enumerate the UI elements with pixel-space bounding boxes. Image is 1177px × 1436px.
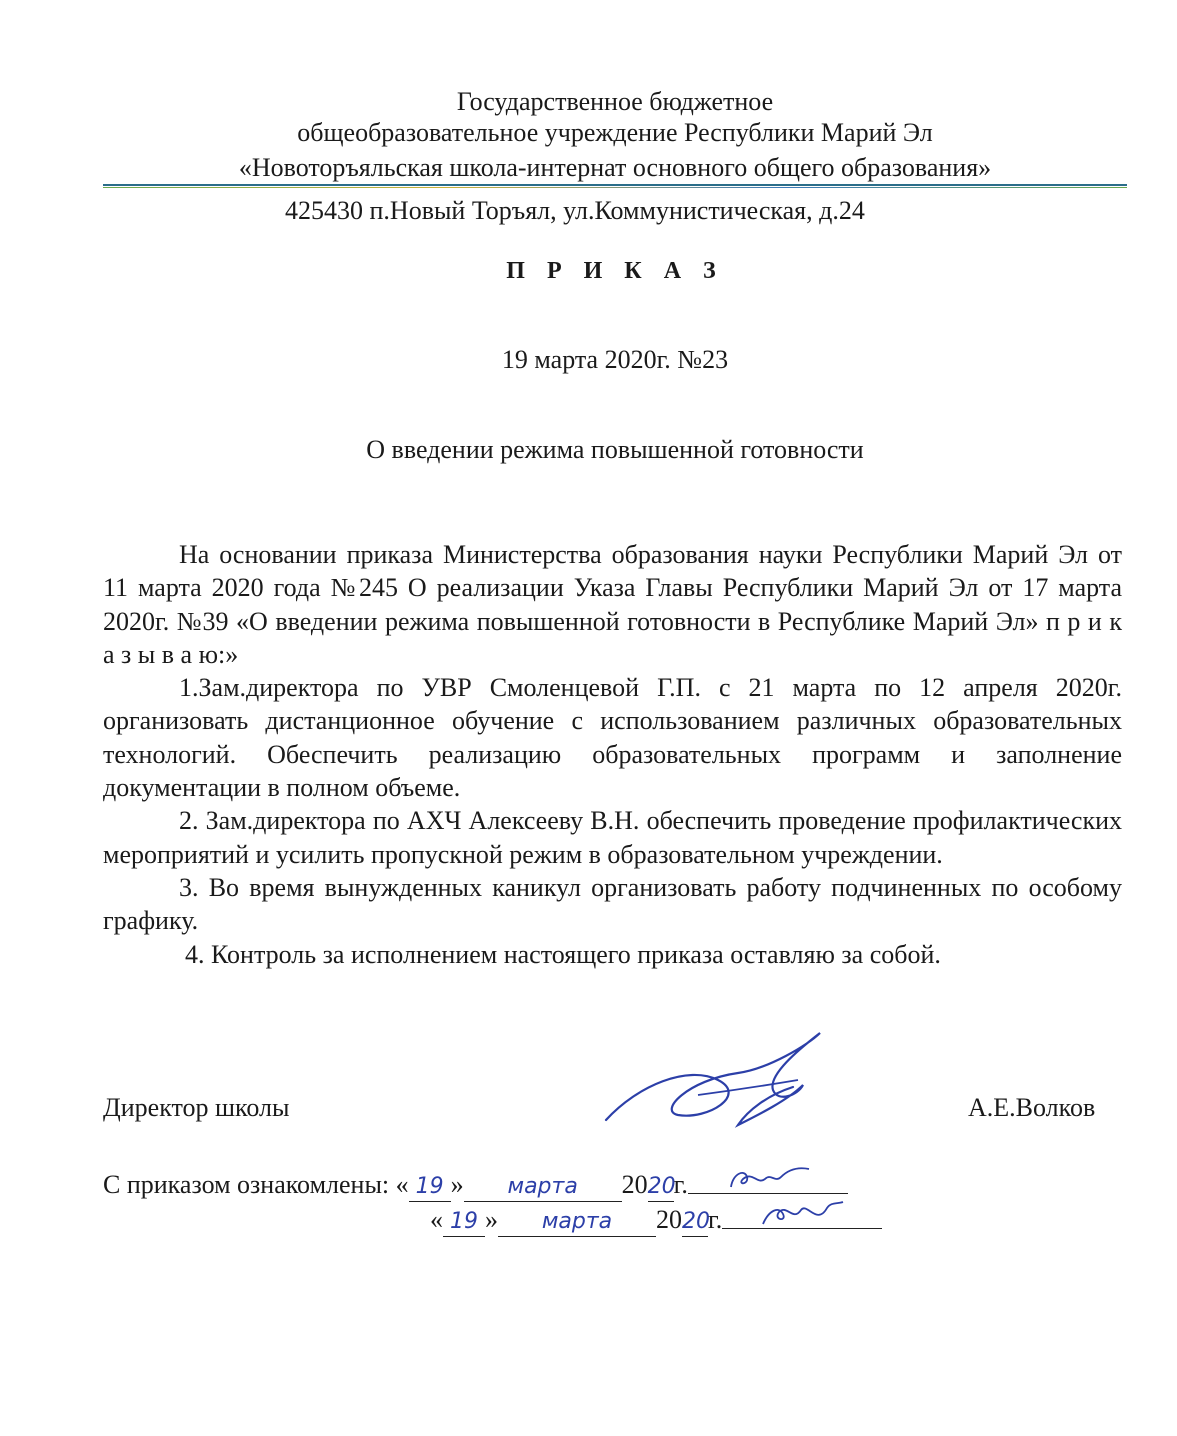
- ack-signature-1-icon: [723, 1165, 813, 1193]
- ack-day-2: 19: [443, 1208, 485, 1237]
- close-quote: »: [450, 1170, 464, 1199]
- director-name: А.Е.Волков: [968, 1093, 1096, 1122]
- org-type: Государственное бюджетное: [456, 87, 774, 116]
- year-suffix: г.: [708, 1205, 723, 1234]
- year-prefix: 20: [621, 1170, 648, 1199]
- director-signature-icon: [598, 1025, 838, 1135]
- acknowledgment-row-1: [103, 1165, 848, 1202]
- order-date-number: 19 марта 2020г. №23: [501, 345, 729, 374]
- order-item-3: 3. Во время вынужденных каникул организовать работу подчиненных по особому графику.: [103, 872, 1122, 936]
- ack-signature-line-1: [688, 1165, 848, 1194]
- ack-signature-line-2: [722, 1200, 882, 1229]
- school-name: «Новоторъяльская школа-интернат основного общего образования»: [238, 153, 992, 182]
- ack-month-1: марта: [464, 1173, 622, 1202]
- close-quote: »: [485, 1205, 498, 1234]
- year-prefix: 20: [656, 1205, 682, 1234]
- year-suffix: г.: [673, 1170, 688, 1199]
- ack-year-1: 20: [648, 1173, 674, 1202]
- address: 425430 п.Новый Торъял, ул.Коммунистическая, д.24: [285, 196, 865, 225]
- ack-month-2: марта: [498, 1208, 656, 1237]
- ack-year-2: 20: [682, 1208, 708, 1237]
- open-quote: «: [395, 1170, 409, 1199]
- ack-day-1: 19: [409, 1173, 451, 1202]
- header-rule: [103, 184, 1127, 186]
- signatory-position: Директор школы: [103, 1093, 290, 1122]
- org-name-line: общеобразовательное учреждение Республики Марий Эл: [297, 118, 933, 147]
- header-rule-color: [103, 187, 1127, 188]
- order-item-4: 4. Контроль за исполнением настоящего приказа оставляю за собой.: [185, 939, 941, 969]
- ack-signature-2-icon: [757, 1200, 847, 1228]
- document-title: П Р И К А З: [506, 258, 724, 284]
- order-item-2: 2. Зам.директора по АХЧ Алексееву В.Н. обеспечить проведение профилактических мероприятий и усилить пропускной режим в образовательном учреждении.: [103, 806, 1122, 869]
- open-quote: «: [430, 1205, 443, 1234]
- acknowledgment-label: С приказом ознакомлены:: [103, 1170, 390, 1199]
- intro-paragraph: На основании приказа Министерства образования науки Республики Марий Эл от 11 марта 2020 года №245 О реализации Указа Главы Республики Марий Эл от 17 марта 2020г. №39 «О введении режима повышенной готовности в Республике Марий Эл» п р и к а з ы в а ю:»: [103, 540, 1122, 669]
- order-body: [103, 538, 1122, 971]
- order-subject: О введении режима повышенной готовности: [366, 435, 864, 464]
- acknowledgment-row-2: [430, 1200, 882, 1237]
- order-item-1: 1.Зам.директора по УВР Смоленцевой Г.П. с 21 марта по 12 апреля 2020г. организовать дистанционное обучение с использованием различных образовательных технологий. Обеспечить реализацию образовательных программ и заполнение документации в полном объеме.: [103, 673, 1122, 803]
